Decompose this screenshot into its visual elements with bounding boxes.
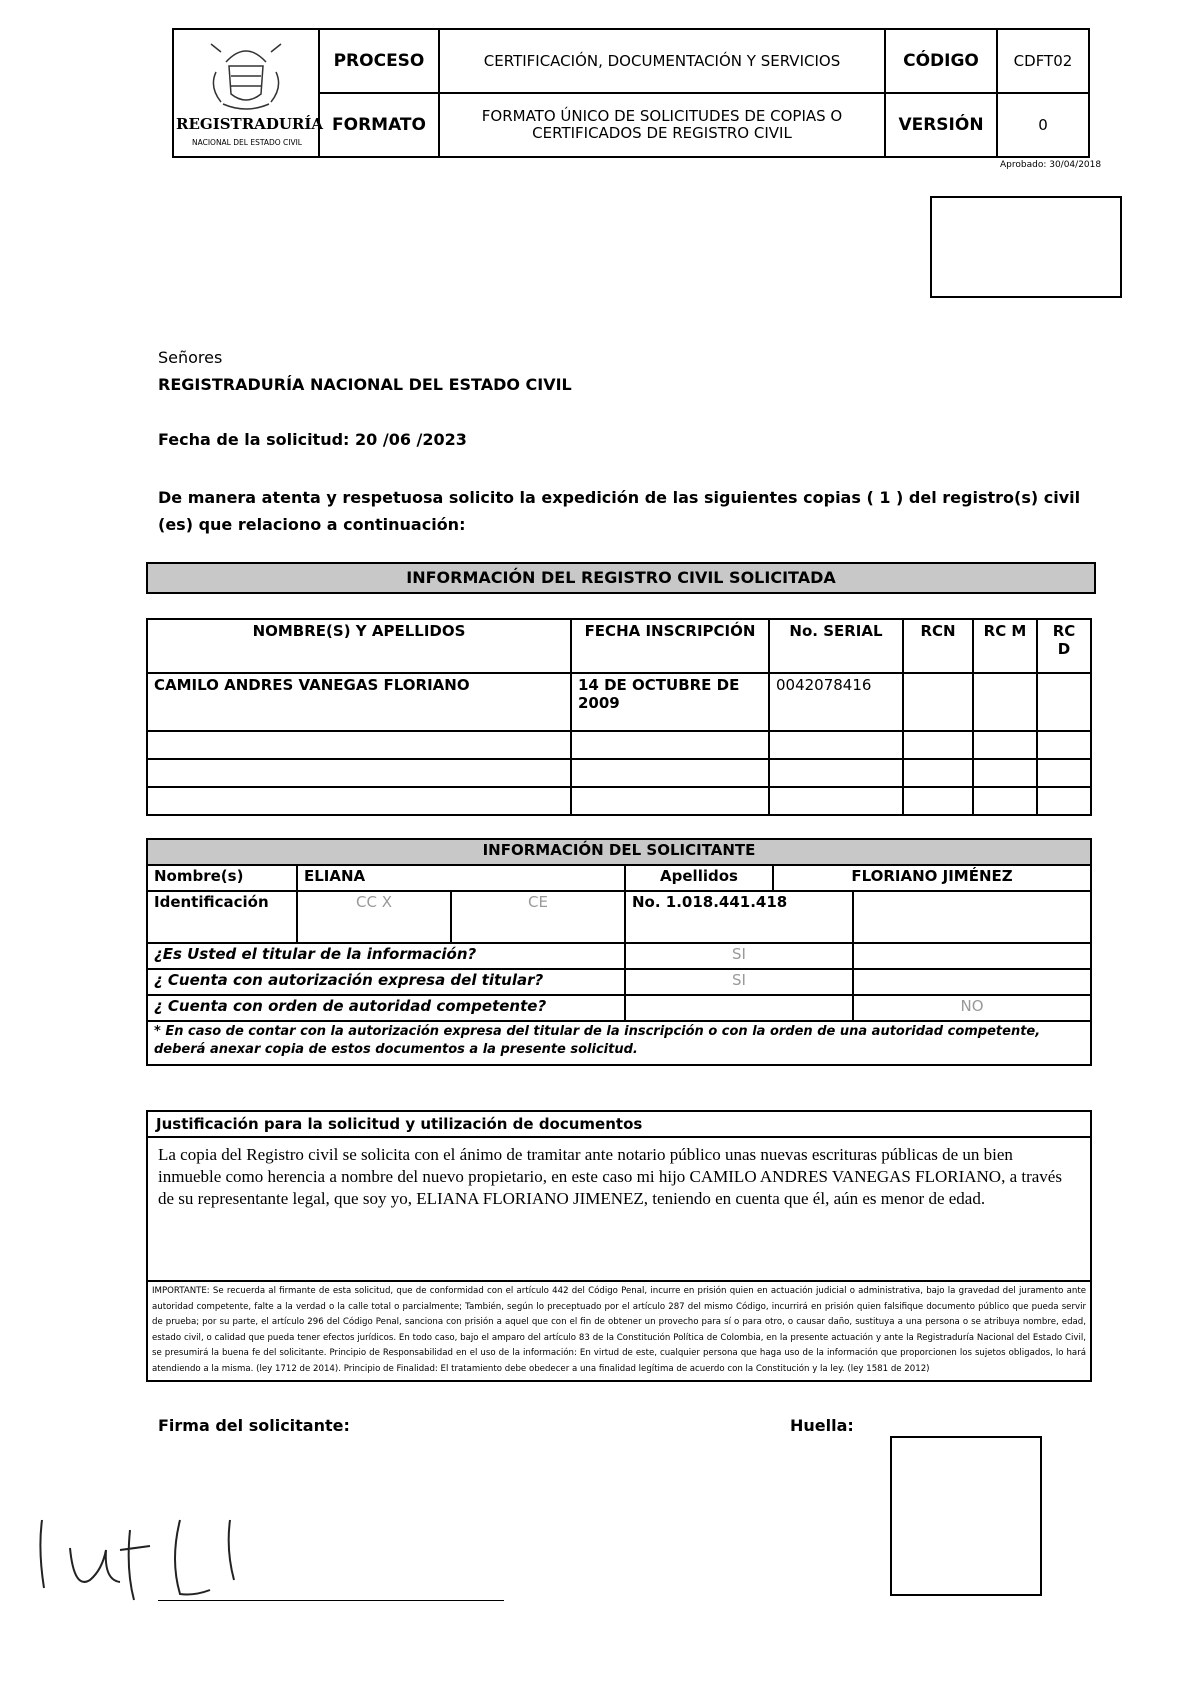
justificacion-box	[146, 1110, 1092, 1382]
proceso-value: CERTIFICACIÓN, DOCUMENTACIÓN Y SERVICIOS	[439, 29, 885, 93]
apellidos-value: FLORIANO JIMÉNEZ	[773, 865, 1091, 891]
justificacion-title: Justificación para la solicitud y utilización de documentos	[148, 1112, 1090, 1138]
salutation: Señores	[158, 348, 223, 367]
justificacion-text: La copia del Registro civil se solicita con el ánimo de tramitar ante notario público unas nuevas escrituras públicas de un bien inmueble como herencia a nombre del nuevo propietario, en este caso mi hijo CAMILO ANDRES VANEGAS FLORIANO, a través de su representante legal, que soy yo, ELIANA FLORIANO JIMENEZ, teniendo en cuenta que él, aún es menor de edad.	[158, 1145, 1062, 1208]
row-serial: 0042078416	[769, 673, 903, 731]
request-date: Fecha de la solicitud: 20 /06 /2023	[158, 430, 467, 449]
entity-name: REGISTRADURÍA NACIONAL DEL ESTADO CIVIL	[158, 375, 572, 394]
solicitante-table	[146, 838, 1092, 1066]
id-number: No. 1.018.441.418	[625, 891, 853, 943]
signature-icon	[30, 1510, 260, 1610]
col-header-fecha: FECHA INSCRIPCIÓN	[571, 619, 769, 673]
row-fecha: 14 DE OCTUBRE DE 2009	[571, 673, 769, 731]
version-label: VERSIÓN	[885, 93, 997, 157]
question-orden: ¿ Cuenta con orden de autoridad competente?	[147, 995, 625, 1021]
table-row	[147, 673, 1091, 731]
anexar-note: * En caso de contar con la autorización expresa del titular de la inscripción o con la orden de una autoridad competente, deberá anexar copia de estos documentos a la presente solicitud.	[147, 1021, 1091, 1065]
col-header-nombre: NOMBRE(S) Y APELLIDOS	[147, 619, 571, 673]
firma-label: Firma del solicitante:	[158, 1416, 350, 1435]
nombre-label: Nombre(s)	[147, 865, 297, 891]
logo	[173, 29, 324, 157]
id-cc: CC X	[297, 891, 451, 943]
registro-table	[146, 618, 1092, 816]
registro-section-title: INFORMACIÓN DEL REGISTRO CIVIL SOLICITADA	[146, 562, 1096, 594]
stamp-box	[930, 196, 1122, 298]
solicitante-section-title: INFORMACIÓN DEL SOLICITANTE	[147, 839, 1091, 865]
col-header-rcn: RCN	[903, 619, 973, 673]
table-row-empty	[147, 759, 1091, 787]
codigo-value: CDFT02	[997, 29, 1089, 93]
version-value: 0	[997, 93, 1089, 157]
col-header-serial: No. SERIAL	[769, 619, 903, 673]
fingerprint-box	[890, 1436, 1042, 1596]
row-rcn	[903, 673, 973, 731]
header-table	[172, 28, 1090, 158]
logo-text: REGISTRADURÍA	[176, 115, 324, 133]
request-paragraph: De manera atenta y respetuosa solicito la expedición de las siguientes copias ( 1 ) del registro(s) civil (es) que relaciono a continuación:	[158, 488, 1081, 534]
formato-label: FORMATO	[319, 93, 439, 157]
col-header-rcd: RC D	[1037, 619, 1091, 673]
question-titular: ¿Es Usted el titular de la información?	[147, 943, 625, 969]
huella-label: Huella:	[790, 1416, 854, 1435]
firma-line	[158, 1600, 504, 1601]
proceso-label: PROCESO	[319, 29, 439, 93]
row-nombre: CAMILO ANDRES VANEGAS FLORIANO	[147, 673, 571, 731]
apellidos-label: Apellidos	[625, 865, 773, 891]
nombre-value: ELIANA	[297, 865, 625, 891]
table-row-empty	[147, 731, 1091, 759]
identificacion-label: Identificación	[147, 891, 297, 943]
table-row-empty	[147, 787, 1091, 815]
id-ce: CE	[451, 891, 625, 943]
row-rcm	[973, 673, 1037, 731]
question-autorizacion: ¿ Cuenta con autorización expresa del titular?	[147, 969, 625, 995]
importante-notice: IMPORTANTE: Se recuerda al firmante de esta solicitud, que de conformidad con el artículo 442 del Código Penal, incurre en prisión quien en actuación judicial o administrativa, bajo la gravedad del juramento ante autoridad competente, falte a la verdad o la calle total o parcialmente; También, según lo preceptuado por el artículo 287 del mismo Código, incurrirá en prisión quien falsifique documento público que pueda servir de prueba; por su parte, el artículo 296 del Código Penal, sanciona con prisión a aquel que con el fin de obtener un provecho para sí o para otro, o causar daño, sustituya a una persona o se atribuya nombre, edad, estado civil, o calidad que pueda tener efectos jurídicos. En todo caso, bajo el amparo del artículo 83 de la Constitución Política de Colombia, en la presente actuación y ante la Registraduría Nacional del Estado Civil, se presumirá la buena fe del solicitante. Principio de Responsabilidad en el uso de la información: En virtud de este, cualquier persona que haga uso de la información que proporcionen los sujetos obligados, lo hará atendiendo a la misma. (ley 1712 de 2014). Principio de Finalidad: El tratamiento debe obedecer a una finalidad legítima de acuerdo con la Constitución y la ley. (ley 1581 de 2012)	[148, 1280, 1090, 1379]
col-header-rcm: RC M	[973, 619, 1037, 673]
answer-autorizacion: SI	[625, 969, 853, 995]
row-rcd	[1037, 673, 1091, 731]
approved-date: Aprobado: 30/04/2018	[1000, 160, 1102, 170]
logo-subtext: NACIONAL DEL ESTADO CIVIL	[191, 138, 302, 147]
codigo-label: CÓDIGO	[885, 29, 997, 93]
answer-titular: SI	[625, 943, 853, 969]
answer-orden: NO	[853, 995, 1091, 1021]
formato-value: FORMATO ÚNICO DE SOLICITUDES DE COPIAS O CERTIFICADOS DE REGISTRO CIVIL	[439, 93, 885, 157]
